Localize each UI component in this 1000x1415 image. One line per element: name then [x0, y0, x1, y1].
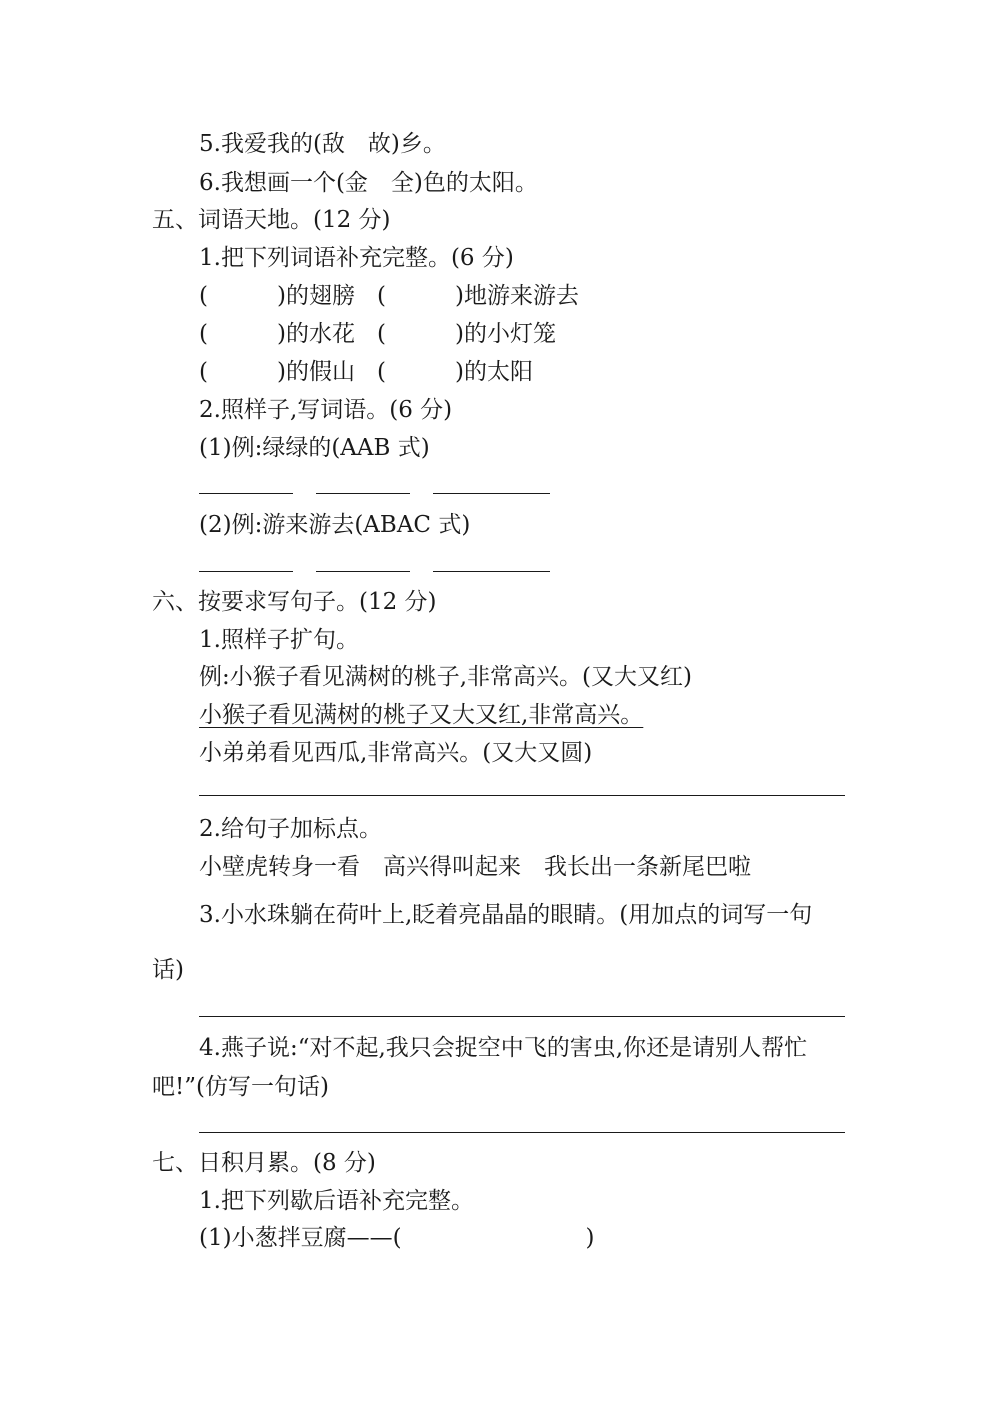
section-6-question-4: 4.燕子说:“对不起,我只会捉空中飞的害虫,你还是请别人帮忙: [199, 1035, 808, 1061]
answer-blank[interactable]: [199, 571, 293, 572]
task-sentence: 小弟弟看见西瓜,非常高兴。(又大又圆): [199, 740, 593, 766]
question-4-5: 5.我爱我的(敌 故)乡。: [199, 131, 446, 157]
example-2: (2)例:游来游去(ABAC 式): [199, 512, 471, 538]
fill-item: ( )的太阳: [377, 359, 533, 385]
answer-line[interactable]: [199, 1132, 845, 1133]
question-4-6: 6.我想画一个(金 全)色的太阳。: [199, 170, 538, 196]
question-3-continued: 话): [152, 957, 184, 983]
answer-blank[interactable]: [316, 493, 410, 494]
fill-item: ( )的小灯笼: [377, 321, 556, 347]
answer-blank[interactable]: [316, 571, 410, 572]
fill-item: ( )的假山: [199, 359, 355, 385]
answer-blank[interactable]: [433, 571, 550, 572]
section-6-question-3: 3.小水珠躺在荷叶上,眨着亮晶晶的眼睛。(用加点的词写一句: [199, 902, 813, 928]
section-5-question-2: 2.照样子,写词语。(6 分): [199, 397, 453, 423]
section-7-title: 七、日积月累。(8 分): [152, 1150, 376, 1176]
punctuation-sentence: 小壁虎转身一看 高兴得叫起来 我长出一条新尾巴啦: [199, 854, 751, 880]
section-6-question-1: 1.照样子扩句。: [199, 627, 359, 653]
example-1: (1)例:绿绿的(AAB 式): [199, 435, 430, 461]
answer-line[interactable]: [199, 1016, 845, 1017]
fill-item: ( )的水花: [199, 321, 355, 347]
section-6-title: 六、按要求写句子。(12 分): [152, 589, 437, 615]
example-answer: 小猴子看见满树的桃子又大又红,非常高兴。: [199, 702, 644, 728]
answer-blank[interactable]: [433, 493, 550, 494]
section-6-question-2: 2.给句子加标点。: [199, 816, 382, 842]
fill-item: ( )的翅膀: [199, 283, 355, 309]
answer-blank[interactable]: [199, 493, 293, 494]
section-5-title: 五、词语天地。(12 分): [152, 207, 391, 233]
proverb-item-1: (1)小葱拌豆腐——( ): [199, 1225, 595, 1251]
section-5-question-1: 1.把下列词语补充完整。(6 分): [199, 245, 514, 271]
fill-item: ( )地游来游去: [377, 283, 579, 309]
section-7-question-1: 1.把下列歇后语补充完整。: [199, 1188, 474, 1214]
example-sentence: 例:小猴子看见满树的桃子,非常高兴。(又大又红): [199, 664, 693, 690]
question-4-continued: 吧!”(仿写一句话): [152, 1074, 329, 1100]
answer-line[interactable]: [199, 795, 845, 796]
